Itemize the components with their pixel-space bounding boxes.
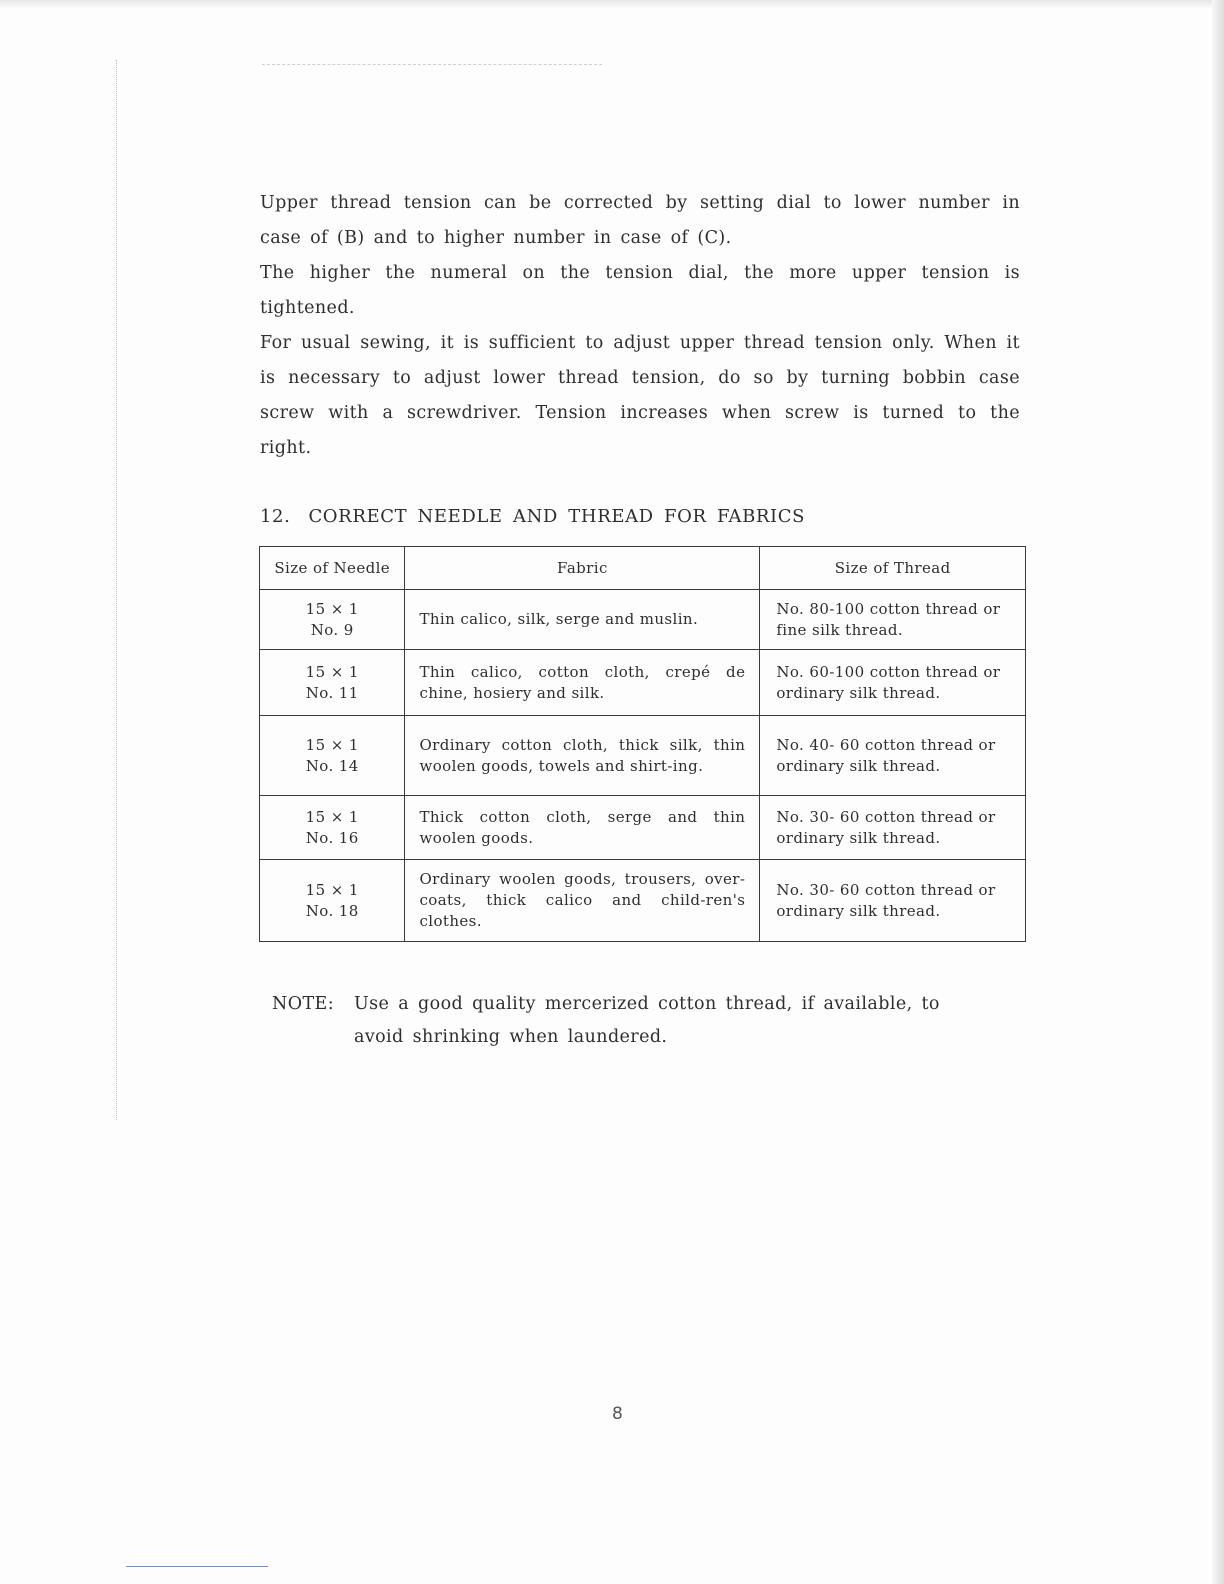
- table-row: [260, 590, 1026, 650]
- needle-number: No. 9: [310, 620, 354, 639]
- page-number: 8: [612, 1404, 623, 1424]
- scan-top-edge: [0, 0, 1224, 8]
- table-row: [260, 796, 1026, 860]
- needle-size-cell: [260, 796, 405, 860]
- note-line-2: avoid shrinking when laundered.: [354, 1027, 668, 1047]
- needle-size-cell: [260, 860, 405, 942]
- thread-cell: No. 40- 60 cotton thread or ordinary silk thread.: [760, 716, 1026, 796]
- fabric-cell: Thick cotton cloth, serge and thin woolen goods.: [405, 796, 760, 860]
- needle-type: 15 × 1: [305, 880, 359, 899]
- fabric-cell: Ordinary cotton cloth, thick silk, thin woolen goods, towels and shirt-ing.: [405, 716, 760, 796]
- section-title: CORRECT NEEDLE AND THREAD FOR FABRICS: [308, 506, 806, 527]
- needle-number: No. 11: [305, 683, 359, 702]
- needle-type: 15 × 1: [305, 662, 359, 681]
- thread-cell: No. 30- 60 cotton thread or ordinary silk thread.: [760, 860, 1026, 942]
- scan-margin-marks: [116, 60, 119, 1120]
- fabric-cell: Ordinary woolen goods, trousers, over-coats, thick calico and child-ren's clothes.: [405, 860, 760, 942]
- needle-size-cell: [260, 650, 405, 716]
- scan-top-dash: [262, 64, 602, 65]
- needle-type: 15 × 1: [305, 807, 359, 826]
- paragraph-thread-tension-correction: Upper thread tension can be corrected by setting dial to lower number in case of (B) and to higher number in case of (C).: [260, 193, 1020, 248]
- header-fabric: Fabric: [405, 547, 760, 590]
- needle-type: 15 × 1: [305, 735, 359, 754]
- table-row: [260, 716, 1026, 796]
- table-row: [260, 650, 1026, 716]
- note-block: [272, 988, 940, 1054]
- needle-size-cell: [260, 590, 405, 650]
- section-heading: [260, 506, 805, 527]
- scan-right-edge: [1212, 0, 1224, 1584]
- note-line-1: Use a good quality mercerized cotton thread, if available, to: [354, 994, 940, 1014]
- fabric-cell: Thin calico, silk, serge and muslin.: [405, 590, 760, 650]
- header-size-of-thread: Size of Thread: [760, 547, 1026, 590]
- needle-number: No. 18: [305, 901, 359, 920]
- needle-type: 15 × 1: [305, 599, 359, 618]
- thread-cell: No. 30- 60 cotton thread or ordinary silk thread.: [760, 796, 1026, 860]
- thread-cell: No. 60-100 cotton thread or ordinary silk thread.: [760, 650, 1026, 716]
- table-row: [260, 860, 1026, 942]
- note-label: NOTE:: [272, 994, 335, 1014]
- scan-bottom-line: [126, 1566, 268, 1567]
- needle-number: No. 16: [305, 828, 359, 847]
- section-number: 12.: [260, 506, 291, 527]
- paragraph-lower-thread-tension: For usual sewing, it is sufficient to adjust upper thread tension only. When it is necessary to adjust lower thread tension, do so by turning bobbin case screw with a screwdriver. Tension increases when screw is turned to the right.: [260, 333, 1020, 458]
- fabric-cell: Thin calico, cotton cloth, crepé de chine, hosiery and silk.: [405, 650, 760, 716]
- table-header-row: [260, 547, 1026, 590]
- paragraph-tension-dial: The higher the numeral on the tension dial, the more upper tension is tightened.: [260, 263, 1020, 318]
- thread-cell: No. 80-100 cotton thread or fine silk thread.: [760, 590, 1026, 650]
- needle-thread-table: [259, 546, 1026, 942]
- needle-number: No. 14: [305, 756, 359, 775]
- needle-size-cell: [260, 716, 405, 796]
- header-size-of-needle: Size of Needle: [260, 547, 405, 590]
